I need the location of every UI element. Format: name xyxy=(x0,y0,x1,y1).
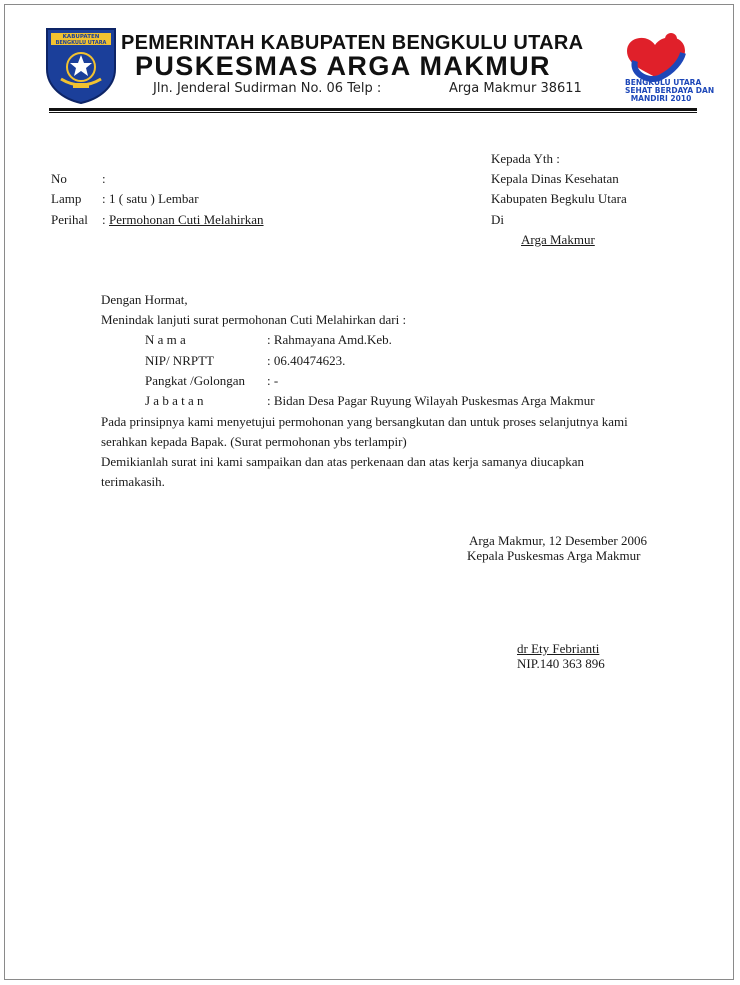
logo-caption-line3: MANDIRI 2010 xyxy=(630,94,692,103)
field-value-jabatan: : Bidan Desa Pagar Ruyung Wilayah Puskesmas Arga Makmur xyxy=(267,393,595,408)
meta-lamp-label: Lamp xyxy=(51,191,82,206)
field-label-pangkat: Pangkat /Golongan xyxy=(145,373,246,388)
recipient-line-3: Kabupaten Begkulu Utara xyxy=(491,191,627,206)
letterhead-government-line: PEMERINTAH KABUPATEN BENGKULU UTARA xyxy=(121,32,584,54)
recipient-city: Arga Makmur xyxy=(521,232,595,247)
meta-lamp-sep: : xyxy=(102,191,106,206)
meta-lamp-value: 1 ( satu ) Lembar xyxy=(109,191,199,206)
letterhead-institution-name: PUSKESMAS ARGA MAKMUR xyxy=(135,51,551,81)
field-value-pangkat: : - xyxy=(267,373,279,388)
field-label-jabatan: J a b a t a n xyxy=(145,393,204,408)
svg-text:BENGKULU UTARA: BENGKULU UTARA xyxy=(55,40,107,46)
signature-place-date: Arga Makmur, 12 Desember 2006 xyxy=(469,533,647,548)
intro-line: Menindak lanjuti surat permohonan Cuti Melahirkan dari : xyxy=(101,312,407,327)
recipient-line-1: Kepada Yth : xyxy=(491,151,560,166)
paragraph-1-line-1: Pada prinsipnya kami menyetujui permohonan yang bersangkutan dan untuk proses selanjutnya kami xyxy=(101,414,628,429)
signature-position: Kepala Puskesmas Arga Makmur xyxy=(467,548,641,563)
letterhead-thin-rule xyxy=(49,112,697,113)
letterhead-thick-rule xyxy=(49,108,697,111)
meta-perihal-label: Perihal xyxy=(51,212,88,227)
logo-caption-line1: BENGKULU UTARA xyxy=(625,78,702,87)
letterhead-address-city: Arga Makmur 38611 xyxy=(449,81,582,96)
letter-page xyxy=(4,4,734,980)
meta-no-label: No xyxy=(51,171,67,186)
field-value-nip: : 06.40474623. xyxy=(267,353,346,368)
field-label-nip: NIP/ NRPTT xyxy=(145,353,214,368)
paragraph-2-line-1: Demikianlah surat ini kami sampaikan dan atas perkenaan dan atas kerja samanya diucapkan xyxy=(101,454,584,469)
svg-text:KABUPATEN: KABUPATEN xyxy=(62,34,100,40)
field-label-nama: N a m a xyxy=(145,332,186,347)
recipient-line-2: Kepala Dinas Kesehatan xyxy=(491,171,619,186)
signature-name: dr Ety Febrianti xyxy=(517,641,600,656)
paragraph-1-line-2: serahkan kepada Bapak. (Surat permohonan ybs terlampir) xyxy=(101,434,407,449)
field-value-nama: : Rahmayana Amd.Keb. xyxy=(267,332,392,347)
meta-no-sep: : xyxy=(102,171,106,186)
signature-nip: NIP.140 363 896 xyxy=(517,656,605,671)
greeting: Dengan Hormat, xyxy=(101,292,188,307)
meta-perihal-value: Permohonan Cuti Melahirkan xyxy=(109,212,264,227)
meta-perihal-sep: : xyxy=(102,212,106,227)
paragraph-2-line-2: terimakasih. xyxy=(101,474,165,489)
recipient-line-4: Di xyxy=(491,212,504,227)
kabupaten-emblem-icon xyxy=(43,25,119,105)
logo-caption-line2: SEHAT BERDAYA DAN xyxy=(625,86,715,95)
letterhead-address-street: Jln. Jenderal Sudirman No. 06 Telp : xyxy=(153,81,382,96)
